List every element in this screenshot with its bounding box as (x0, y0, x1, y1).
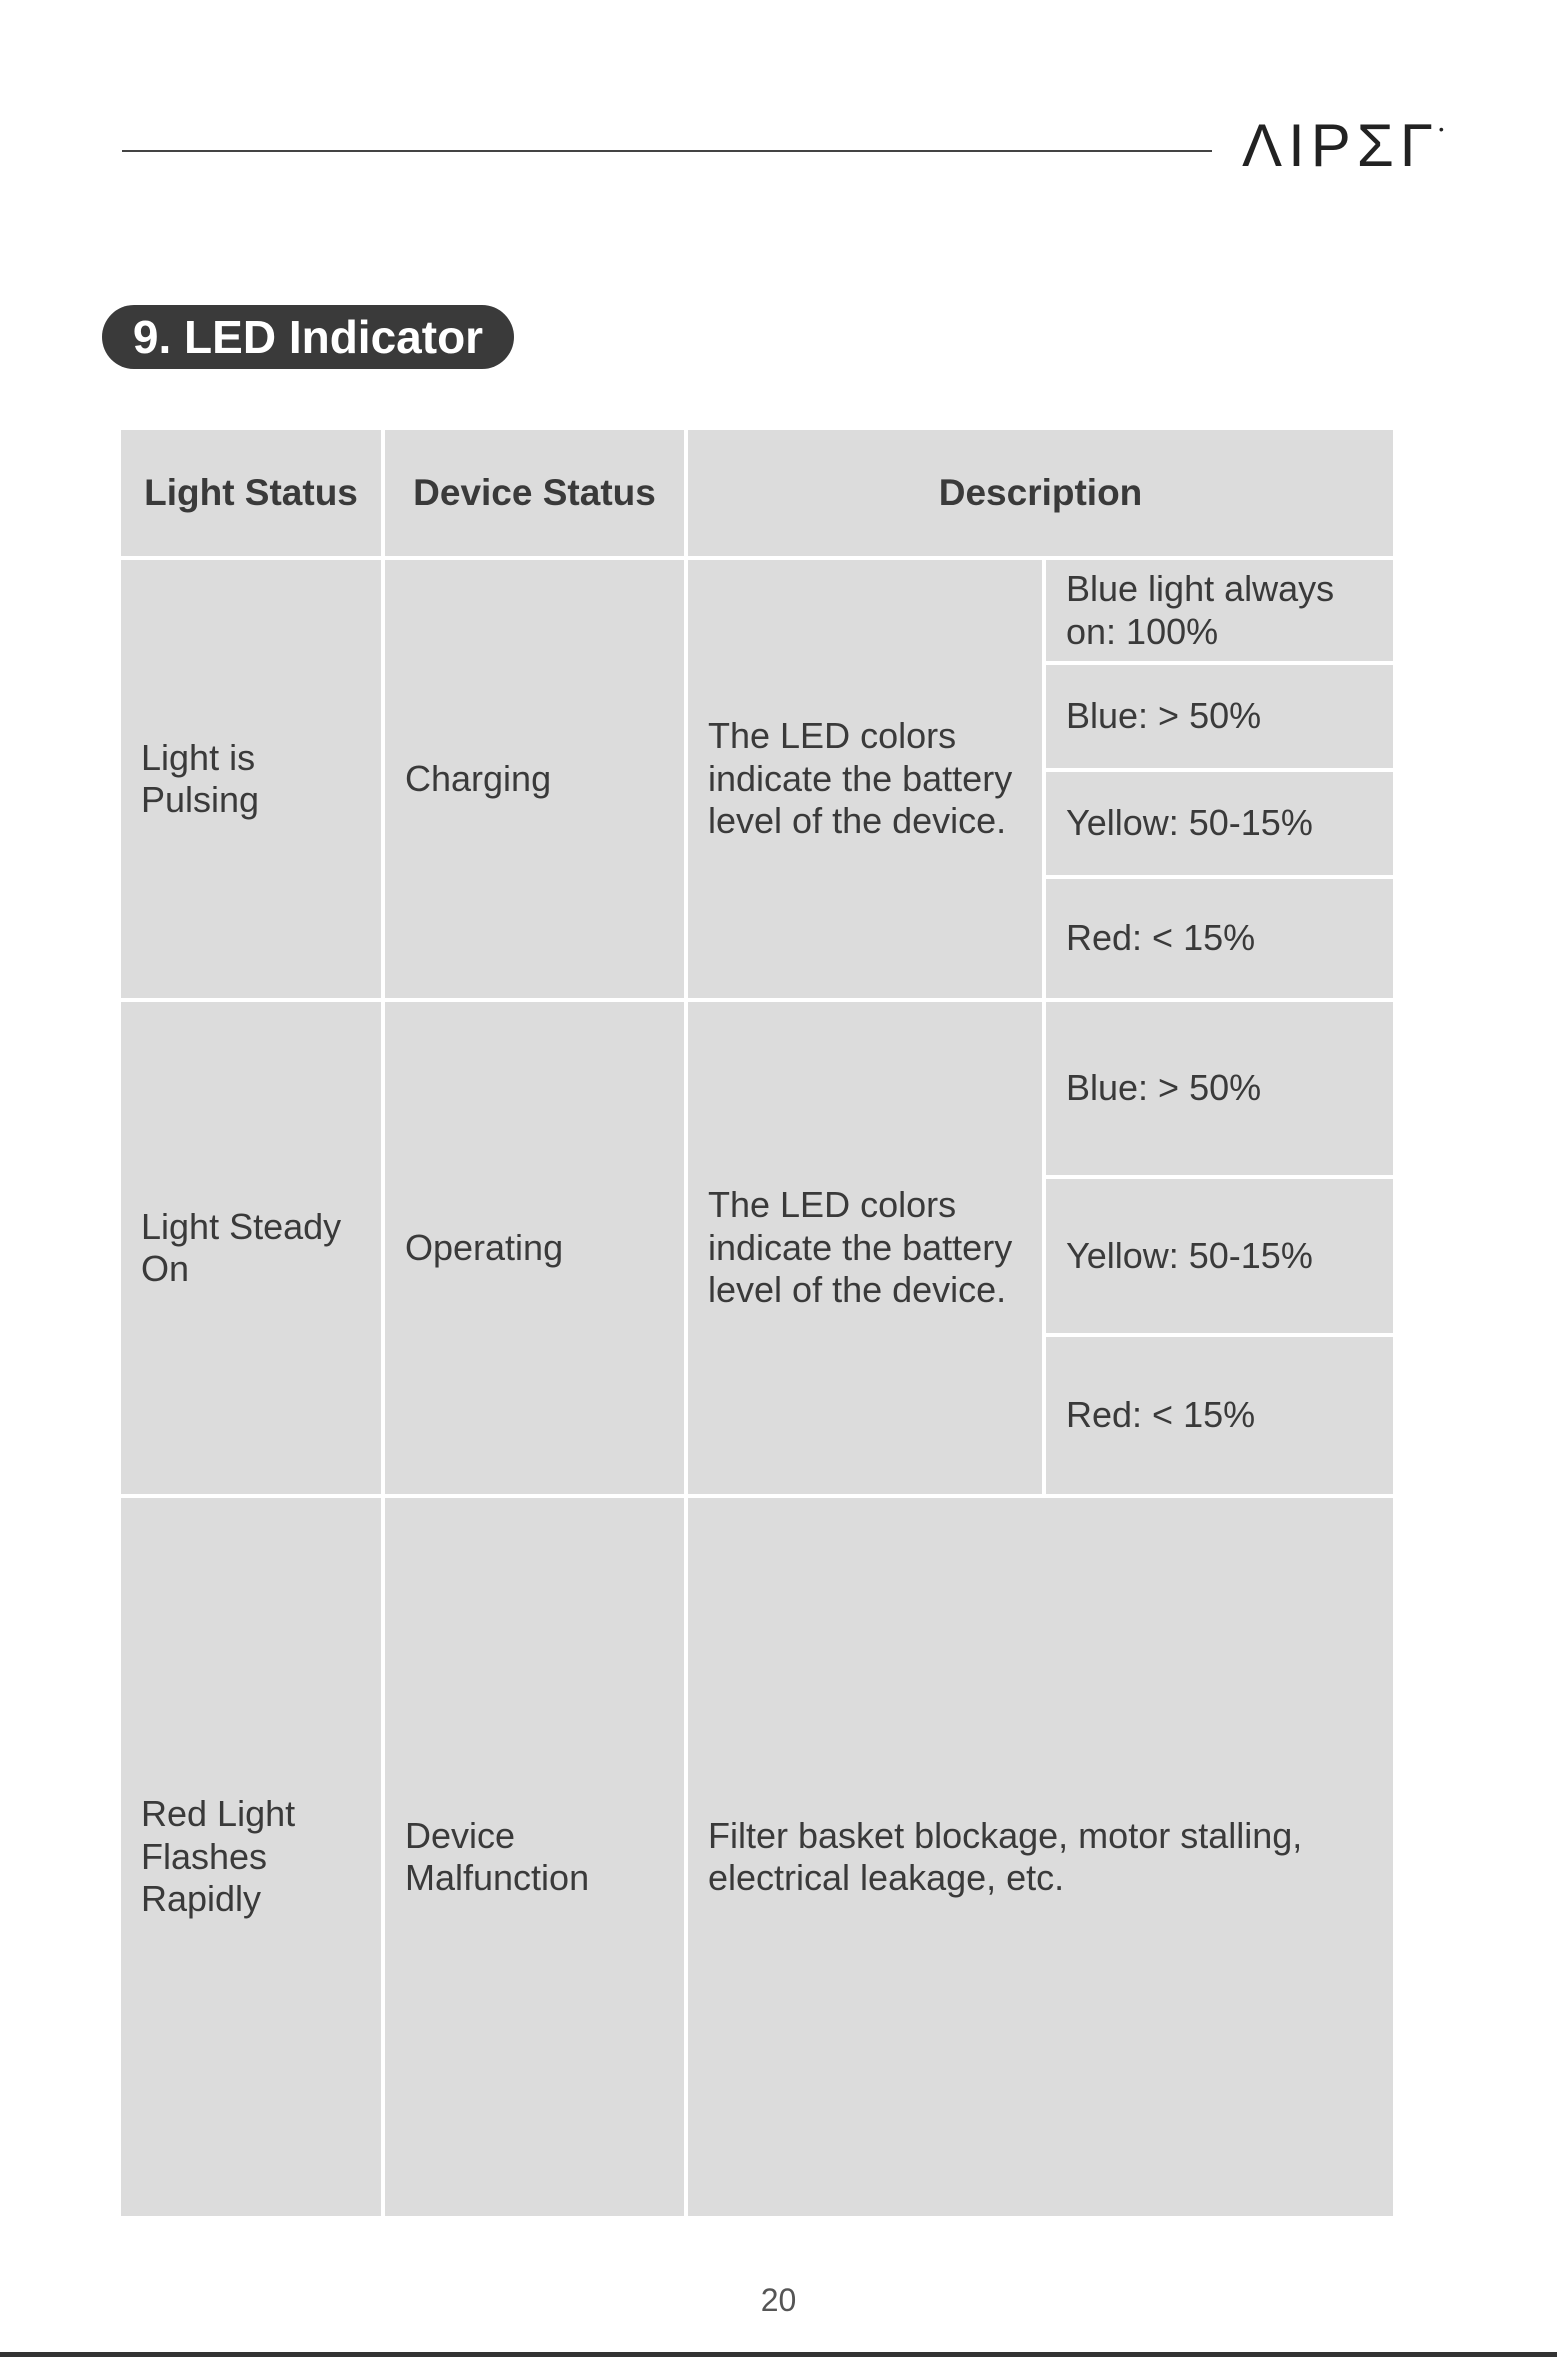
header-light-status: Light Status (119, 428, 383, 558)
bottom-divider (0, 2352, 1557, 2357)
table-row (119, 1000, 1395, 1177)
battery-level-cell: Blue light always on: 100% (1044, 558, 1395, 663)
light-status-cell: Light is Pulsing (119, 558, 383, 1000)
header-divider (122, 150, 1212, 152)
description-cell: Filter basket blockage, motor stalling, electrical leakage, etc. (686, 1496, 1395, 2218)
led-indicator-table (117, 426, 1397, 2220)
light-status-cell: Light Steady On (119, 1000, 383, 1496)
page-number: 20 (760, 2282, 797, 2318)
brand-logo-text: ΛIPΣΓ (1242, 112, 1439, 179)
table-row (119, 558, 1395, 663)
brand-logo (1242, 112, 1450, 179)
device-status-cell: Device Malfunction (383, 1496, 686, 2218)
table-row (119, 1496, 1395, 2218)
battery-level-cell: Blue: > 50% (1044, 663, 1395, 770)
section-title: 9. LED Indicator (102, 305, 514, 369)
battery-level-cell: Yellow: 50-15% (1044, 770, 1395, 877)
battery-level-cell: Red: < 15% (1044, 1335, 1395, 1496)
battery-level-cell: Blue: > 50% (1044, 1000, 1395, 1177)
header-device-status: Device Status (383, 428, 686, 558)
battery-level-cell: Yellow: 50-15% (1044, 1177, 1395, 1335)
device-status-cell: Charging (383, 558, 686, 1000)
light-status-cell: Red Light Flashes Rapidly (119, 1496, 383, 2218)
table-header-row (119, 428, 1395, 558)
header-description: Description (686, 428, 1395, 558)
brand-logo-dot: • (1438, 121, 1450, 137)
battery-level-cell: Red: < 15% (1044, 877, 1395, 1000)
device-status-cell: Operating (383, 1000, 686, 1496)
description-cell: The LED colors indicate the battery level of the device. (686, 1000, 1044, 1496)
description-cell: The LED colors indicate the battery level of the device. (686, 558, 1044, 1000)
